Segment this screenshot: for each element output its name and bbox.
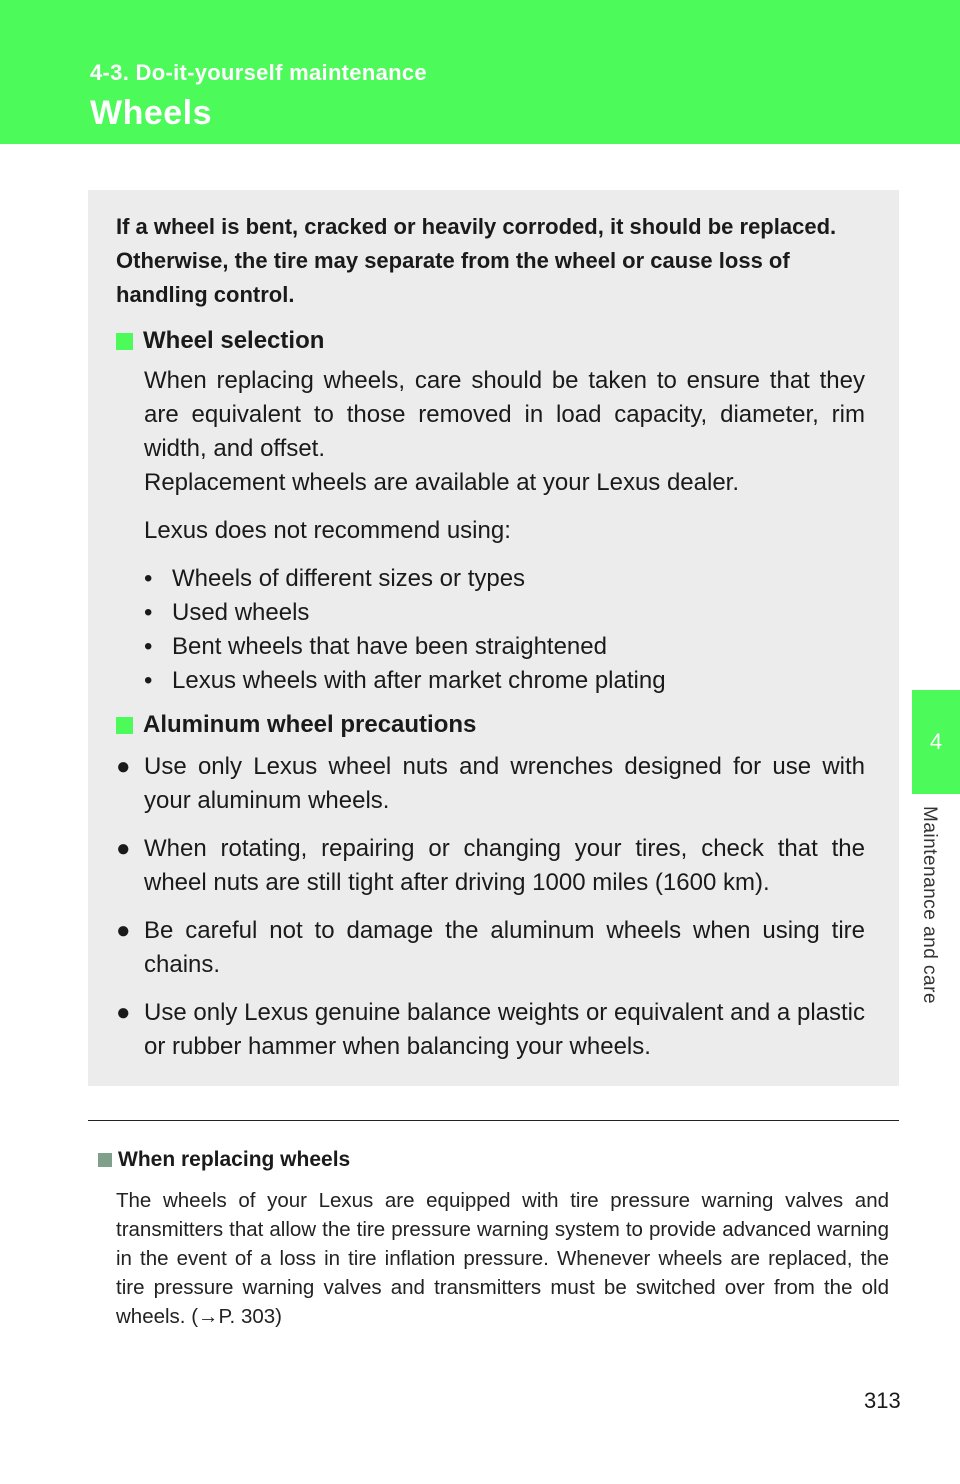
bullet-dot-icon: • <box>144 633 153 660</box>
list-item: ● When rotating, repairing or changing your tires, check that the wheel nuts are still tight after driving 1000 miles (1600 km). <box>116 832 865 900</box>
wheel-selection-body <box>116 364 865 698</box>
list-item: • Wheels of different sizes or types <box>144 562 865 596</box>
list-item: • Bent wheels that have been straightened <box>144 630 865 664</box>
square-bullet-icon <box>98 1153 112 1167</box>
not-recommended-list <box>144 562 865 698</box>
list-item: ● Use only Lexus wheel nuts and wrenches designed for use with your aluminum wheels. <box>116 750 865 818</box>
circle-bullet-icon: ● <box>116 999 131 1026</box>
section-label: 4-3. Do-it-yourself maintenance <box>90 60 427 85</box>
square-bullet-icon <box>116 717 133 734</box>
square-bullet-icon <box>116 333 133 350</box>
aluminum-heading <box>116 708 865 742</box>
bullet-dot-icon: • <box>144 565 153 592</box>
bullet-dot-icon: • <box>144 667 153 694</box>
page-title: Wheels <box>90 94 213 132</box>
header-band <box>0 0 960 144</box>
caution-intro: If a wheel is bent, cracked or heavily corroded, it should be replaced. Otherwise, the tire may separate from the wheel or cause loss of handling control. <box>116 214 837 307</box>
note-body: The wheels of your Lexus are equipped with tire pressure warning valves and transmitters that allow the tire pressure warning system to provide advanced warning in the event of a loss in tire inflation pressure. Whenever wheels are replaced, the tire pressure warning valves and transmitters must be switched over from the old wheels. (→P. 303) <box>116 1189 889 1328</box>
note-heading-text: When replacing wheels <box>118 1148 351 1171</box>
caution-box <box>88 190 899 1086</box>
chapter-tab-number: 4 <box>912 690 960 794</box>
wheel-selection-para1: When replacing wheels, care should be taken to ensure that they are equivalent to those removed in load capacity, diameter, rim width, and offset. <box>144 367 865 462</box>
bullet-dot-icon: • <box>144 599 153 626</box>
wheel-selection-para2: Replacement wheels are available at your Lexus dealer. <box>144 469 740 496</box>
circle-bullet-icon: ● <box>116 753 131 780</box>
page-number: 313 <box>864 1388 901 1413</box>
list-item: • Used wheels <box>144 596 865 630</box>
wheel-selection-heading <box>116 324 865 358</box>
list-item: ● Be careful not to damage the aluminum wheels when using tire chains. <box>116 914 865 982</box>
circle-bullet-icon: ● <box>116 835 131 862</box>
note-heading <box>98 1148 350 1172</box>
aluminum-heading-text: Aluminum wheel precautions <box>143 711 477 738</box>
aluminum-precautions-list <box>116 750 865 1064</box>
wheel-selection-heading-text: Wheel selection <box>143 327 325 354</box>
divider <box>88 1120 899 1121</box>
circle-bullet-icon: ● <box>116 917 131 944</box>
wheel-selection-para3: Lexus does not recommend using: <box>144 517 511 544</box>
chapter-tab-label: Maintenance and care <box>919 806 940 1005</box>
list-item: • Lexus wheels with after market chrome plating <box>144 664 865 698</box>
list-item: ● Use only Lexus genuine balance weights or equivalent and a plastic or rubber hammer when balancing your wheels. <box>116 996 865 1064</box>
